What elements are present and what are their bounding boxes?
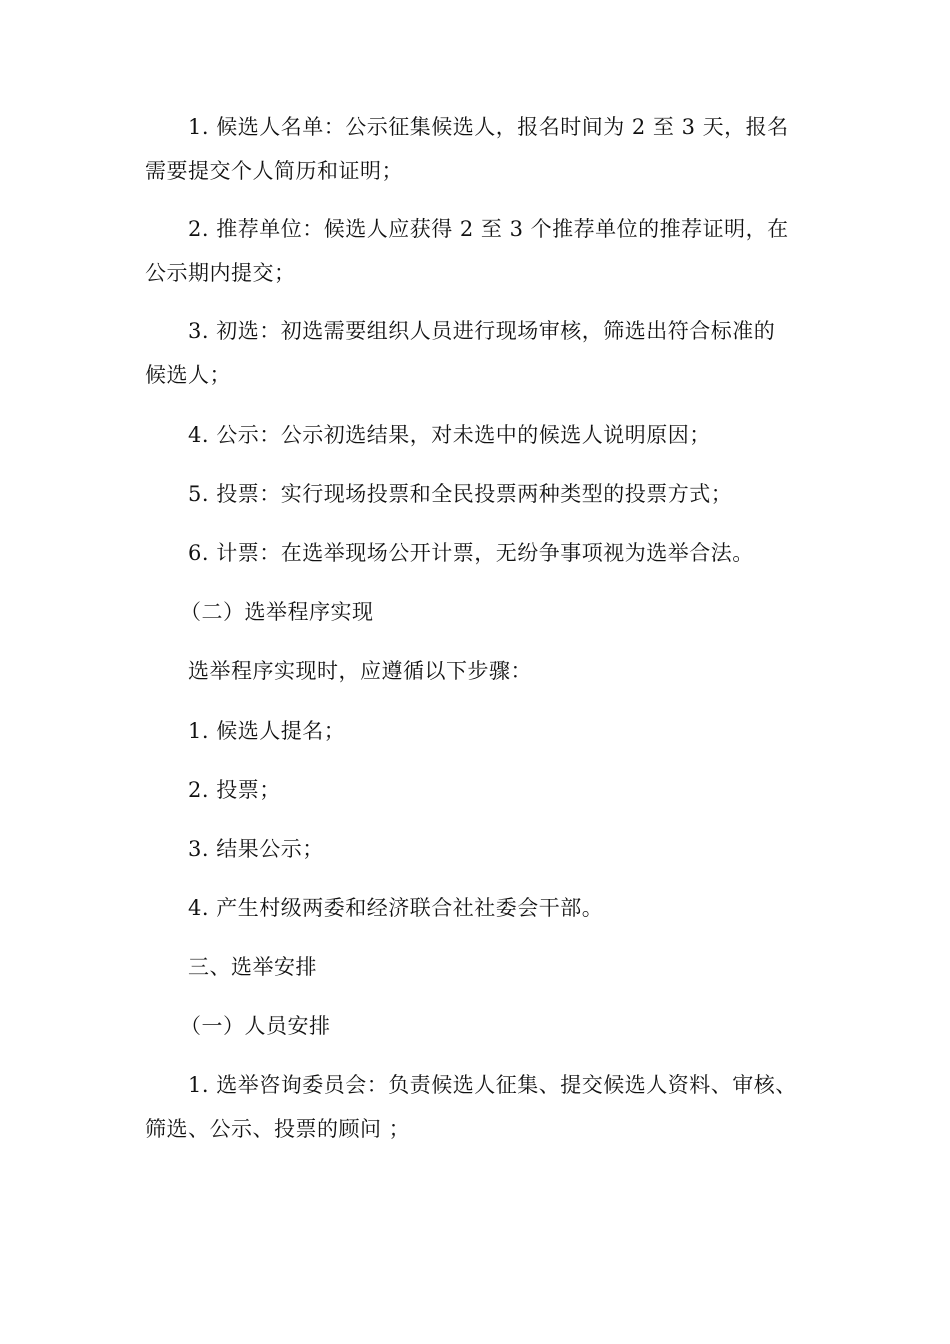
list-item-vote: 2. 投票；: [188, 778, 281, 802]
list-item-produce-cadres: 4. 产生村级两委和经济联合社社委会干部。: [188, 896, 604, 920]
list-item-recommending-unit-continued: 公示期内提交；: [145, 261, 296, 285]
list-item-preliminary-selection-continued: 候选人；: [145, 363, 231, 387]
list-item-advisory-committee-continued: 筛选、公示、投票的顾问 ；: [145, 1117, 411, 1141]
list-item-recommending-unit: 2. 推荐单位：候选人应获得 2 至 3 个推荐单位的推荐证明，在: [188, 217, 789, 241]
paragraph-procedure-intro: 选举程序实现时，应遵循以下步骤：: [188, 659, 532, 683]
list-item-result-publicity: 3. 结果公示；: [188, 837, 324, 861]
list-item-candidate-list-continued: 需要提交个人简历和证明；: [145, 159, 403, 183]
list-item-candidate-list: 1. 候选人名单：公示征集候选人，报名时间为 2 至 3 天，报名: [188, 115, 789, 139]
section-heading-procedure: （二）选举程序实现: [180, 600, 374, 624]
list-item-voting: 5. 投票：实行现场投票和全民投票两种类型的投票方式；: [188, 482, 733, 506]
list-item-publicity: 4. 公示：公示初选结果，对未选中的候选人说明原因；: [188, 423, 711, 447]
section-heading-arrangement: 三、选举安排: [188, 955, 317, 979]
list-item-advisory-committee: 1. 选举咨询委员会：负责候选人征集、提交候选人资料、审核、: [188, 1073, 797, 1097]
list-item-preliminary-selection: 3. 初选：初选需要组织人员进行现场审核，筛选出符合标准的: [188, 319, 776, 343]
list-item-vote-counting: 6. 计票：在选举现场公开计票，无纷争事项视为选举合法。: [188, 541, 754, 565]
list-item-nomination: 1. 候选人提名；: [188, 719, 346, 743]
section-heading-personnel: （一）人员安排: [180, 1014, 331, 1038]
